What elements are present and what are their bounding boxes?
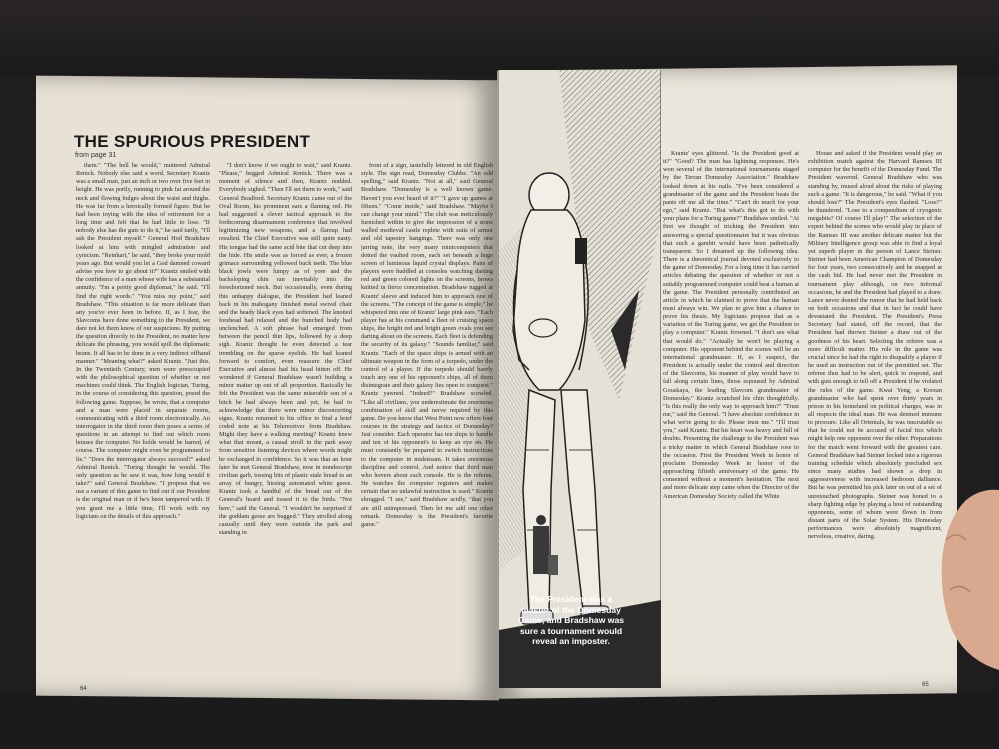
left-column-2-text: "I don't know if we ought to wait," said Krantz. "Please," begged Admiral Renick. There was a moment of silence and then, Krantz nodded. Everybody sighed. "Then I'll set them to work," said General Bradford. Secretary Krantz came out of the Oval Room, his prominent ears a flaming red. He had suggested a clever tactical approach to the forthcoming disarmament conference that involved legitimizing new weapons, and a flareup had resulted. The Chief Executive was still quite nasty. His tongue had the same acid bite that cut deep into the hide. His smile was as forced as ever, a frozen grimace surrounding yellowed buck teeth. The blue black jowls were lumpy as of yore and the backsloping chin ran inevitably into the foreshortened neck. But occasionally, even during this unhappy dialogue, the President had leaned back in his mahogany finished metal swivel chair and the beady black eyes had softened. The knotted forehead had relaxed and the bunched body had unclenched. A soft phrase had emerged from between the pencil thin lips, followed by a deep sigh. Krantz thought he even detected a tear trembling on the sparse eyelids. He had leaned forward to comfort, even reassure the Chief Executive and almost had his head bitten off. He wondered if General Bradshaw wasn't building a minor matter up out of all proportion. Basically he felt the President was the same miserable son of a bitch he had always been and yet, he had to acknowledge that there were minor disconcerting signs. Krantz returned to his office to find a brief coded note at his Telereceiver from Bradshaw. Might they have a walking meeting? Krantz knew what that meant, a casual stroll in the park away from sensitive listening devices where words might be exchanged in confidence. So it was that an hour later he met General Bradshaw, now in nondescript civilian garb, tossing bits of plastic stale bread to an array of hungry, hissing automated white geese. Krantz took a handful of the bread out of the General's hoard and tossed it to the birds. "Not here," said the General. "I wouldn't be surprised if the goddam geese are bugged." They strolled along casually until they were outside the park and standing in [219, 162, 352, 537]
hand-holding-magazine [936, 480, 999, 670]
continued-from-label: from page 31 [75, 152, 117, 159]
right-column-1-text: Krantz' eyes glittered. "Is the President good at it?" "Good? The man has lightning responses. He's won several of the international tournaments staged by the Terran Domesday Association." Bradshaw looked down at his nails. "I've been considered a grandmaster of the game and the President beats the pants off me all the time." "Can't do much for your ego," said Krantz. "But what's this got to do with your plans for a Turing game?" Bradshaw smiled. "At first we thought of tricking the President into answering a special questionnaire but it was obvious that such a gambit would have been pathetically transparent. So I dreamed up the following idea. There is a theoretical journal devoted exclusively to the game of Domesday. For a long time it has carried articles debating the question of whether or not a suitably programmed computer could beat a human at the game. The President personally contributed an article in which he claimed to prove that the human must always win. We plan to give him a chance to prove his thesis. My logicians propose that as a variation of the Turing game, we get the President to play a computer." Krantz frowned. "I don't see what that would do." "Actually he won't be playing a computer. His opponent behind the scenes will be an international grandmaster. If, as I suspect, the President is actually under the control and direction of the Slavcoms, his manner of play would have to fall along certain lines, those espoused by Admiral Gouskaya, the leading Slavcom grandmaster of Domesday." Krantz scratched his chin thoughtfully. "Is this really the only way to approach him?" "Trust me," said the General. "I have absolute confidence in what we're going to do. Please trust me." "I'll trust you," said Krantz. But his heart was heavy and full of doubts. Presenting the challenge to the President was a tricky matter in which General Bradshaw rose to the occasion. First the President Week in honor of proclaim Domesday Week in honor of the approaching fiftieth anniversary of the game. He consented without a moment's hesitation. The next and more delicate step came when the Director of the American Domesday Society called the White [663, 150, 799, 500]
page-number-left: 64 [80, 686, 87, 692]
background-top [0, 0, 999, 75]
right-column-1 [663, 150, 799, 690]
left-column-2 [219, 162, 352, 690]
left-column-3-text: front of a sign, tastefully lettered in old English style. The sign read, Domesday Clubbe. "An odd spelling," said Krantz. "Not at all," said General Bradshaw. "Domesday is a well known game. Haven't you ever heard of it?" "I gave up games at fifteen." "Come inside," said Bradshaw. "Maybe I can change your mind." The club was meticulously furnished within to give the impression of a stone walled medieval castle replete with suits of armor and old tapestry hangings. There was only one jarring note, the very many minicomputers that dotted the vaulted room, each set beneath a huge screen of luminous liquid crystal displays. Pairs of players were huddled at consoles watching darting red and green colored lights on the screens, brows knitted in fierce concentration. Bradshaw tugged at Krantz' sleeve and induced him to approach one of the screens. "The concept of the game is simple," he whispered into one of Krantz' large pink ears. "Each player has at his command a fleet of cruising space ships, the bright red and bright green ovals you see darting about on the screens. Each fleet is defending the security of its galaxy." "Sounds familiar," said Krantz. "Each of the space ships is armed with an ultimate weapon in the form of a torpedo, under the control of a player. If the torpedo should barely touch any one of his opponent's ships, all of them disintegrate and their galaxy lies open to conquest." Krantz yawned. "Indeed?" Bradshaw scowled. "Like all civilians, you underestimate the enormous combination of skill and nerve required by this game. Do you know that West Point now offers four courses in the strategy and tactics of Domesday? Just consider. Each operator has ten ships to handle and ten of his opponent's to keep an eye on. He must constantly be prepared to switch instructions to the computer in midstream. It takes enormous discipline and control. And notice that third man who hovers about each console. He is the referee. He watches the computer registers and makes certain that no unlawful instruction is used." Krantz shrugged. "I see," said Bradshaw acidly, "that you are still unimpressed. Then let me add one other remark. Domesday is the President's favorite game." [361, 162, 493, 528]
illustration-caption: The President was a master of the Domesday Game, and Bradshaw was sure a tournament would reveal an imposter. [517, 594, 625, 646]
left-column-3 [361, 162, 493, 690]
left-column-1 [76, 162, 210, 680]
left-column-1-text: them." "The hell he would," muttered Admiral Renick. Nobody else said a word. Secretary Krantz was a small man, just an inch or two over five feet in height. He was portly, running to pink fat around the neck and flowing bulges about the waist and thighs. He was far from a heroically formed figure. But he had been toying with the idea of retirement for a long time and felt that he had little to lose. "If nobody else has the guts to do it," he said tartly, "I'll ask the President myself." General Hod Bradshaw looked at him with mingled admiration and cynicism. "Reinhart," he said, "they broke your mold years ago. But would you let a God damned coward advise you how to go about it?" Krantz smiled with the confidence of a man whose wife has a substantial annuity. "I'm a pretty good diplomat," he said. "I'll find the right words." "You miss my point," said Bradshaw. "This situation is far more delicate than any you've ever been in before. If, as I fear, the Slavcoms have done something to the President, we dare not let them know of our suspicions. By putting the question directly to the President, no matter how delicate the phrasing, you would spill the diplomatic beans. It all has to be done in a very indirect offhand manner." "Meaning what?" asked Krantz. "Just this. In the Twentieth Century, men were preoccupied with the philosophical question of whether or not machines could think. The English logician, Turing, in the course of considering this question, posed the following game. Suppose, he wrote, that a computer and a man were placed in separate rooms, communicating with a third room electronically. An interrogator in the third room then poses a series of questions in an attempt to find out which room houses the computer. No holds would be barred, of course. The computer might even be programmed to lie." "Does the interrogator always succeed?" asked Admiral Renick. "Turing thought he would. The only question as he saw it was, how long would it take?" said General Bradshaw. "I propose that we use a variant of this game to find out if our President is the original man or if he's been tampered with. If you grant me a little time, I'll work with my logicians on the details of this approach." [76, 162, 210, 520]
right-column-2 [808, 150, 942, 685]
right-column-2-text: House and asked if the President would play an exhibition match against the Harvard Ramses III computer for the benefit of the Domesday Fund. The President wavered. General Bradshaw who was standing by, mused aloud about the risks of playing such a game. "It is dangerous," he said. "What if you should lose?" The President's eyes flashed. "Lose?" he thundered. "Lose to a compendium of cryogenic megabits? Of course I'll play!" The selection of the expert behind the scenes who would play in place of the Ramses III was another delicate matter but the Military Intelligence group was able to find a loyal yet superb player in the person of Lance Steiner. Steiner had been American Champion of Domesday for four years, two consecutively and he snapped at the cash bid. He had never met the President in tournament play although, on two informal occasions, he and the President had played to a draw. Lance never denied the rumor that he had held back on both occasions and that in fact he could have devastated the President. The President's Press Secretary had stated, off the record, that the President had thrown Steiner a draw out of the goodness of his heart. Selecting the referee was a more difficult matter. His role in the game was crucial since he had the right to disqualify a player if he used an instruction out of the permitted set. The referee thus had to be alert, quick to respond, and with guts enough to tell off a President if he violated the rules of the game. Kwai Yeng, a Korean grandmaster who had spent over thirty years in prison in his homeland on political charges, was in all respects the ideal man. He was deemed immune to pressure. Like all Orientals, he was inscrutable so that he could not be accused of facial tics which might help one opponent over the other. Preparations for the match went forward with the greatest care. General Bradshaw had Steiner locked into a rigorous training schedule which absolutely precluded sex since many studies had shown a drop in aggressiveness with increased bedroom dalliance. But he was permitted his pick later on out of a set of unretouched photographs. Steiner was honed to a sharp fighting edge by playing a host of outstanding opponents, some of whom were flown in from distant parts of the Solar System. His Domesday performances were absolutely magnificent, nerveless, creative, daring. [808, 150, 942, 541]
article-title: THE SPURIOUS PRESIDENT [74, 132, 311, 151]
page-number-right: 65 [922, 682, 929, 688]
background-bottom [0, 690, 999, 749]
